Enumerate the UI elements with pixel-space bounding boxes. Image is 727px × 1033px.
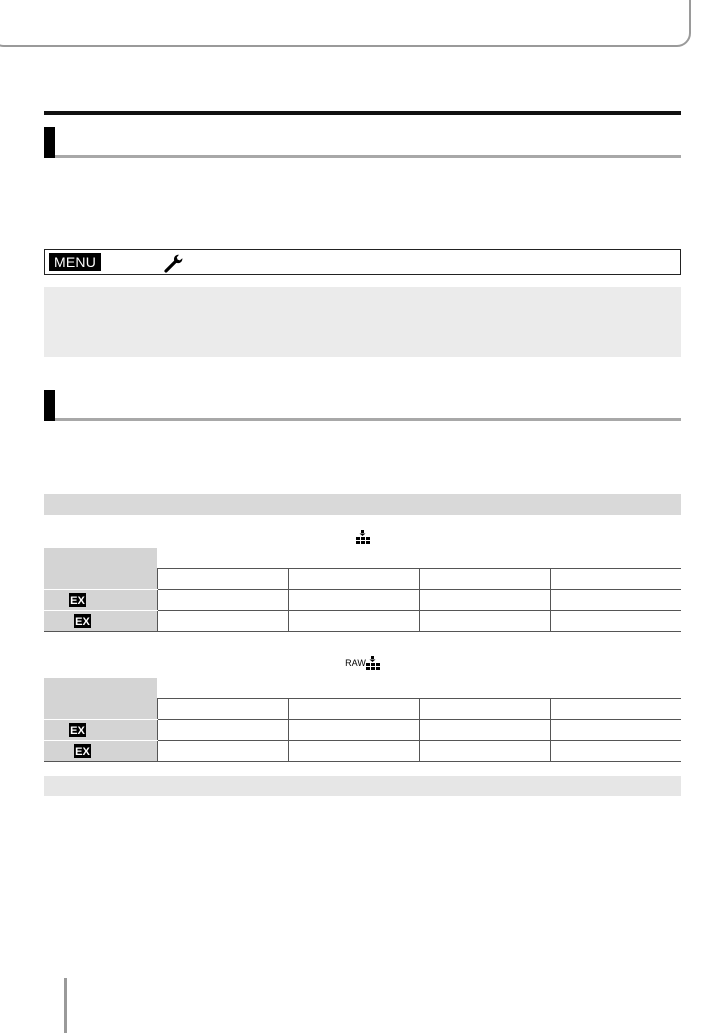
section-underline [55, 418, 681, 421]
table-header-cell [288, 678, 419, 699]
arrow-right-icon [105, 253, 119, 271]
svg-text:EX: EX [70, 725, 85, 737]
table-row [44, 590, 681, 611]
spec-table-b [44, 678, 681, 762]
table-row-label [44, 699, 157, 720]
table-header-cell [44, 548, 157, 569]
section-underline [55, 155, 681, 158]
svg-text:EX: EX [75, 746, 90, 758]
ex-zoom-icon [74, 614, 91, 628]
table-header-cell [550, 548, 681, 569]
raw-label: RAW [345, 657, 366, 668]
table-cell [419, 720, 550, 741]
table-header-row [44, 678, 681, 699]
table-row-label [44, 569, 157, 590]
table-cell [288, 720, 419, 741]
table-cell [288, 699, 419, 720]
svg-text:EX: EX [70, 595, 85, 607]
table-cell [550, 699, 681, 720]
table-group-band [44, 776, 681, 796]
section-marker [44, 390, 55, 421]
page-tab-frame [0, 0, 691, 47]
menu-label: MENU [53, 254, 97, 270]
section-heading-2 [44, 390, 681, 423]
ex-zoom-icon [69, 593, 86, 607]
table-header-cell [419, 548, 550, 569]
table-row-label [44, 590, 157, 611]
table-header-cell [157, 678, 288, 699]
table-cell [550, 741, 681, 762]
page-margin-line [64, 978, 67, 1033]
menu-badge [49, 253, 101, 271]
table-header-cell [44, 678, 157, 699]
table-header-cell [550, 678, 681, 699]
table-cell [419, 741, 550, 762]
table-row-label [44, 741, 157, 762]
section-heading-1 [44, 127, 681, 160]
table-a-caption [44, 528, 681, 544]
table-row-label [44, 720, 157, 741]
table-row [44, 741, 681, 762]
table-cell [419, 699, 550, 720]
table-header-cell [288, 548, 419, 569]
fine-quality-icon [354, 530, 372, 544]
table-header-cell [419, 678, 550, 699]
table-header-row [44, 548, 681, 569]
svg-text:EX: EX [75, 616, 90, 628]
table-cell [550, 590, 681, 611]
ex-zoom-icon [69, 723, 86, 737]
wrench-icon [163, 252, 185, 274]
table-row [44, 699, 681, 720]
table-cell [157, 569, 288, 590]
table-row [44, 720, 681, 741]
table-row-label [44, 611, 157, 632]
ex-zoom-icon [74, 744, 91, 758]
note-box [44, 287, 681, 357]
spec-table-a [44, 548, 681, 632]
table-row [44, 611, 681, 632]
table-cell [288, 741, 419, 762]
table-cell [550, 720, 681, 741]
table-row [44, 569, 681, 590]
table-cell [419, 569, 550, 590]
table-cell [157, 611, 288, 632]
table-cell [550, 569, 681, 590]
table-header-cell [157, 548, 288, 569]
table-cell [288, 569, 419, 590]
table-cell [157, 720, 288, 741]
table-cell [419, 590, 550, 611]
section-marker [44, 127, 55, 158]
table-cell [550, 611, 681, 632]
table-cell [419, 611, 550, 632]
table-b-caption [44, 654, 681, 670]
page-top-rule [44, 111, 681, 115]
table-cell [288, 611, 419, 632]
table-cell [157, 741, 288, 762]
table-cell [157, 590, 288, 611]
table-cell [157, 699, 288, 720]
menu-path-box [44, 249, 681, 275]
raw-fine-quality-icon [366, 656, 380, 670]
table-cell [288, 590, 419, 611]
table-group-band [44, 494, 681, 515]
